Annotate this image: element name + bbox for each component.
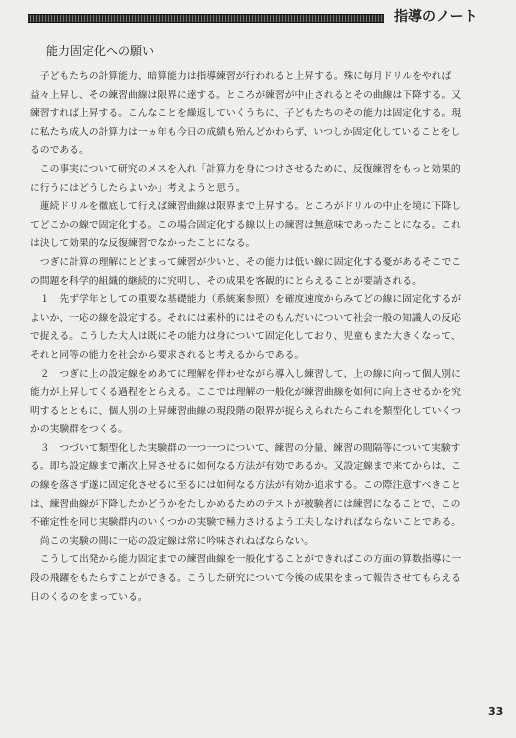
page-number: 33: [488, 705, 504, 718]
section-title: 能力固定化への願い: [46, 44, 155, 58]
paragraph: この事実について研究のメスを入れ「計算力を身につけさせるために、反復練習をもっと効果的に行うにはどうしたらよいか」考えようと思う。: [30, 163, 461, 194]
body-text: [30, 68, 470, 607]
paragraph: 尚この実験の間に一応の設定線は常に吟味されねばならない。: [30, 535, 315, 547]
paragraph: 子どもたちの計算能力、暗算能力は指導練習が行われると上昇する。殊に毎月ドリルをやれば益々上昇し、その練習曲線は限界に達する。ところが練習が中止されるとその曲線は下降する。又練習すれば上昇する。こんなことを繰返していくうちに、子どもたちのその能力は固定化する。現に私たち成人の計算力は一ヵ年も今日の成績も殆んどかわらず、いつしか固定化していることをしるのである。: [30, 71, 462, 157]
header-title: 指導のノート: [394, 9, 478, 25]
header-decorative-bar: [28, 14, 384, 23]
paragraph: １ 先ず学年としての重要な基礎能力（系統案参照）を確度速度からみてどの線に固定化するがよいか、一応の線を設定する。それには素朴的にはそのもんだいについて社会一般の知識人の反応で捉える。こうした大人は既にその能力は身について固定化しており、児童もまた大きくなって、それと同等の能力を社会から要求されると考えるからである。: [30, 294, 462, 361]
paragraph: ２ つぎに上の設定線をめあてに理解を伴わせながら導入し練習して、上の線に向って個人別に能力が上昇してくる過程をとらえる。ここでは理解の一般化が練習曲線を如何に向上させるかを究明するとともに、個人別の上昇練習曲線の現段階の限界が捉らえられたらこれを類型化していくつかの実験群をつくる。: [30, 368, 462, 436]
paragraph: 蓮続ドリルを徹底して行えば練習曲線は限界まで上昇する。ところがドリルの中止を境に下降してどこかの線で固定化する。この場合固定化する線以上の練習は無意味であったことになる。これは決して効果的な反復練習でなかったことになる。: [30, 201, 462, 250]
paragraph: こうして出発から能力固定までの練習曲線を一般化することができればこの方面の算数指導に一段の飛躍をもたらすことができる。こうした研究について今後の成果をまって報告させてもらえる日のくるのをまっている。: [30, 554, 462, 603]
paragraph: ３ つづいて類型化した実験群の一つ一つについて、練習の分量、練習の間隔等について実験する。即ち設定線まで漸次上昇させるに如何なる方法が有効であるか。又設定線まで来てからは、この線を落さず遂に固定化させるに至るには如何なる方法が有効か追求する。この際注意すべきことは、練習曲線が下降したかどうかをたしかめるためのテストが被験者には練習になることで、この不確定性を同じ実験群内のいくつかの実験で極力さけるよう工夫しなければならないことである。: [30, 442, 462, 529]
paragraph: つぎに計算の理解にとどまって練習が少いと、その能力は低い線に固定化する憂があるそこでこの問題を科学的組織的継続的に究明し、その成果を客観的にとらえることが要請される。: [30, 256, 462, 287]
